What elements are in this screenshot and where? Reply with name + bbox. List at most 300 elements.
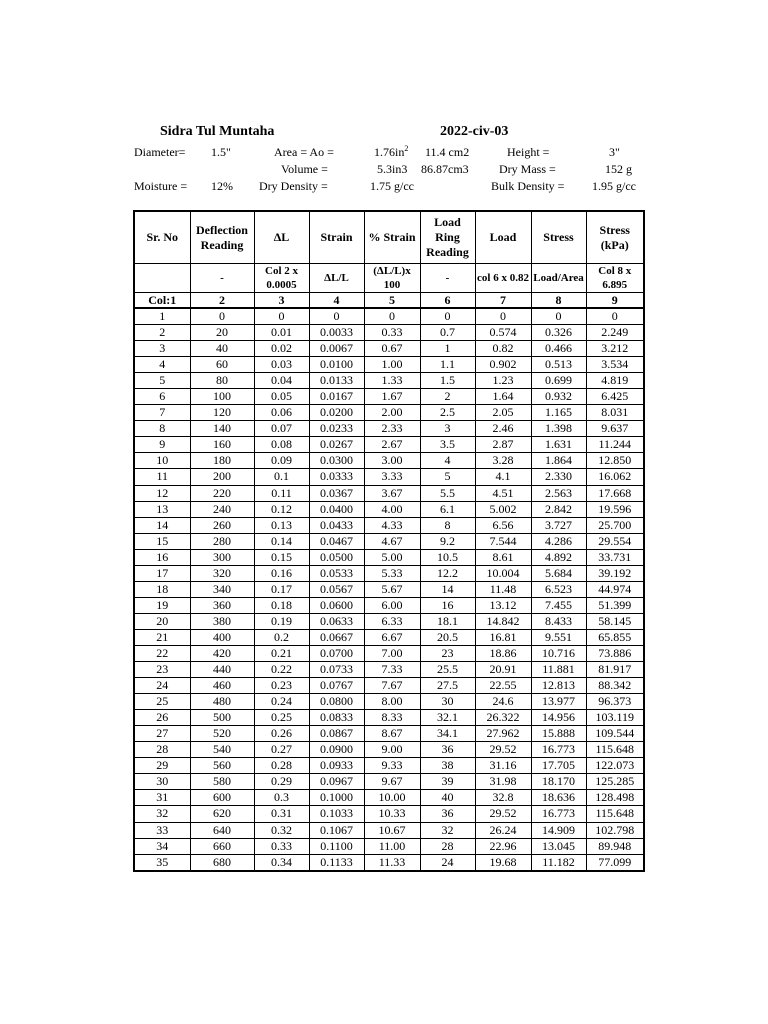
table-cell: 6.00 xyxy=(364,597,420,613)
table-cell: 40 xyxy=(420,790,475,806)
table-cell: 0.0567 xyxy=(309,581,364,597)
table-cell: 8.433 xyxy=(531,613,586,629)
table-cell: 28 xyxy=(134,742,190,758)
table-cell: 125.285 xyxy=(586,774,644,790)
bulk-density-value: 1.95 g/cc xyxy=(592,179,636,193)
table-cell: 32.1 xyxy=(420,710,475,726)
table-cell: 10.004 xyxy=(475,565,531,581)
diameter-label: Diameter= xyxy=(134,145,186,159)
table-cell: 2.842 xyxy=(531,501,586,517)
table-cell: 0.24 xyxy=(254,694,309,710)
table-cell: 89.948 xyxy=(586,838,644,854)
table-cell: 1.165 xyxy=(531,405,586,421)
table-cell: 5 xyxy=(420,469,475,485)
table-cell: 0.0700 xyxy=(309,645,364,661)
table-cell: 14.956 xyxy=(531,710,586,726)
table-cell: 2 xyxy=(134,325,190,341)
column-header: Load Ring Reading xyxy=(420,211,475,264)
table-cell: 0.82 xyxy=(475,341,531,357)
table-cell: 11.48 xyxy=(475,581,531,597)
table-cell: 9.637 xyxy=(586,421,644,437)
column-number: 9 xyxy=(586,293,644,309)
table-cell: 24 xyxy=(134,678,190,694)
table-cell: 9.67 xyxy=(364,774,420,790)
table-row xyxy=(134,629,644,645)
table-cell: 31.98 xyxy=(475,774,531,790)
table-cell: 28 xyxy=(420,838,475,854)
table-cell: 8.67 xyxy=(364,726,420,742)
height-label: Height = xyxy=(507,145,550,159)
table-cell: 17 xyxy=(134,565,190,581)
table-cell: 38 xyxy=(420,758,475,774)
table-cell: 11.244 xyxy=(586,437,644,453)
column-number: 5 xyxy=(364,293,420,309)
table-cell: 4.819 xyxy=(586,373,644,389)
table-cell: 1.00 xyxy=(364,357,420,373)
table-cell: 380 xyxy=(190,613,254,629)
table-cell: 10.00 xyxy=(364,790,420,806)
column-number: 6 xyxy=(420,293,475,309)
table-cell: 6.523 xyxy=(531,581,586,597)
table-cell: 26 xyxy=(134,710,190,726)
table-cell: 77.099 xyxy=(586,854,644,871)
table-row xyxy=(134,469,644,485)
table-cell: 6.33 xyxy=(364,613,420,629)
table-cell: 4.00 xyxy=(364,501,420,517)
table-cell: 600 xyxy=(190,790,254,806)
table-cell: 480 xyxy=(190,694,254,710)
table-cell: 2.00 xyxy=(364,405,420,421)
table-cell: 16 xyxy=(420,597,475,613)
table-cell: 10.5 xyxy=(420,549,475,565)
table-cell: 30 xyxy=(134,774,190,790)
table-cell: 0.33 xyxy=(254,838,309,854)
table-cell: 10.67 xyxy=(364,822,420,838)
table-cell: 0.0067 xyxy=(309,341,364,357)
dry-density-label: Dry Density = xyxy=(259,179,328,193)
table-cell: 0.2 xyxy=(254,629,309,645)
table-cell: 0 xyxy=(309,308,364,325)
table-cell: 34 xyxy=(134,838,190,854)
table-cell: 19.68 xyxy=(475,854,531,871)
table-row xyxy=(134,389,644,405)
table-cell: 19 xyxy=(134,597,190,613)
registration-number: 2022-civ-03 xyxy=(440,124,509,139)
table-cell: 5.33 xyxy=(364,565,420,581)
triaxial-test-table xyxy=(133,210,645,872)
table-cell: 7.67 xyxy=(364,678,420,694)
table-cell: 80 xyxy=(190,373,254,389)
formula-cell: Col 8 x 6.895 xyxy=(586,264,644,293)
table-cell: 31.16 xyxy=(475,758,531,774)
table-cell: 440 xyxy=(190,662,254,678)
table-cell: 0.0867 xyxy=(309,726,364,742)
table-cell: 22.55 xyxy=(475,678,531,694)
column-number: 8 xyxy=(531,293,586,309)
table-row xyxy=(134,453,644,469)
table-row xyxy=(134,549,644,565)
table-cell: 51.399 xyxy=(586,597,644,613)
table-cell: 0.19 xyxy=(254,613,309,629)
table-cell: 58.145 xyxy=(586,613,644,629)
table-cell: 4.67 xyxy=(364,533,420,549)
table-body xyxy=(134,308,644,871)
table-cell: 11.33 xyxy=(364,854,420,871)
table-cell: 4.51 xyxy=(475,485,531,501)
table-cell: 0.1133 xyxy=(309,854,364,871)
table-cell: 0.03 xyxy=(254,357,309,373)
table-cell: 44.974 xyxy=(586,581,644,597)
table-cell: 7 xyxy=(134,405,190,421)
table-row xyxy=(134,405,644,421)
table-cell: 1.1 xyxy=(420,357,475,373)
table-cell: 22 xyxy=(134,645,190,661)
table-cell: 5.67 xyxy=(364,581,420,597)
table-cell: 30 xyxy=(420,694,475,710)
column-header: % Strain xyxy=(364,211,420,264)
table-cell: 12.813 xyxy=(531,678,586,694)
table-cell: 12.850 xyxy=(586,453,644,469)
table-row xyxy=(134,341,644,357)
table-cell: 12 xyxy=(134,485,190,501)
table-cell: 14.842 xyxy=(475,613,531,629)
table-cell: 6.67 xyxy=(364,629,420,645)
table-cell: 15 xyxy=(134,533,190,549)
table-cell: 0.12 xyxy=(254,501,309,517)
formula-cell: ΔL/L xyxy=(309,264,364,293)
table-cell: 1.64 xyxy=(475,389,531,405)
table-cell: 109.544 xyxy=(586,726,644,742)
table-cell: 460 xyxy=(190,678,254,694)
table-cell: 0.0967 xyxy=(309,774,364,790)
table-cell: 560 xyxy=(190,758,254,774)
table-row xyxy=(134,308,644,325)
table-cell: 16.81 xyxy=(475,629,531,645)
table-cell: 26.322 xyxy=(475,710,531,726)
table-cell: 0.0767 xyxy=(309,678,364,694)
table-cell: 18 xyxy=(134,581,190,597)
table-cell: 20 xyxy=(134,613,190,629)
table-row xyxy=(134,806,644,822)
table-cell: 23 xyxy=(134,662,190,678)
table-cell: 13.045 xyxy=(531,838,586,854)
table-cell: 13.12 xyxy=(475,597,531,613)
table-cell: 0.05 xyxy=(254,389,309,405)
table-cell: 4.892 xyxy=(531,549,586,565)
table-cell: 0.04 xyxy=(254,373,309,389)
table-cell: 14 xyxy=(134,517,190,533)
table-cell: 5.002 xyxy=(475,501,531,517)
table-cell: 0.21 xyxy=(254,645,309,661)
table-cell: 2.563 xyxy=(531,485,586,501)
table-cell: 18.636 xyxy=(531,790,586,806)
table-cell: 3.5 xyxy=(420,437,475,453)
table-cell: 500 xyxy=(190,710,254,726)
column-number: 2 xyxy=(190,293,254,309)
table-cell: 19.596 xyxy=(586,501,644,517)
table-cell: 1.67 xyxy=(364,389,420,405)
table-cell: 20 xyxy=(190,325,254,341)
table-cell: 0.0233 xyxy=(309,421,364,437)
table-cell: 0.3 xyxy=(254,790,309,806)
table-cell: 0 xyxy=(420,308,475,325)
table-cell: 17.668 xyxy=(586,485,644,501)
table-cell: 14 xyxy=(420,581,475,597)
table-cell: 0.27 xyxy=(254,742,309,758)
table-cell: 0.1033 xyxy=(309,806,364,822)
table-cell: 0.902 xyxy=(475,357,531,373)
table-cell: 0.29 xyxy=(254,774,309,790)
table-cell: 3.67 xyxy=(364,485,420,501)
table-cell: 300 xyxy=(190,549,254,565)
table-cell: 8.33 xyxy=(364,710,420,726)
table-cell: 0.01 xyxy=(254,325,309,341)
table-cell: 0.513 xyxy=(531,357,586,373)
table-cell: 1.5 xyxy=(420,373,475,389)
table-cell: 0 xyxy=(531,308,586,325)
table-row xyxy=(134,421,644,437)
table-cell: 0 xyxy=(254,308,309,325)
table-cell: 128.498 xyxy=(586,790,644,806)
table-cell: 0.7 xyxy=(420,325,475,341)
table-cell: 0.15 xyxy=(254,549,309,565)
table-cell: 8.031 xyxy=(586,405,644,421)
table-cell: 0.574 xyxy=(475,325,531,341)
table-cell: 39 xyxy=(420,774,475,790)
table-cell: 3 xyxy=(134,341,190,357)
table-cell: 9.551 xyxy=(531,629,586,645)
table-cell: 25.5 xyxy=(420,662,475,678)
table-cell: 27 xyxy=(134,726,190,742)
volume-value-cm: 86.87cm3 xyxy=(421,162,469,176)
table-cell: 0.0633 xyxy=(309,613,364,629)
table-cell: 260 xyxy=(190,517,254,533)
table-cell: 580 xyxy=(190,774,254,790)
table-cell: 20.5 xyxy=(420,629,475,645)
table-cell: 200 xyxy=(190,469,254,485)
column-number-row xyxy=(134,293,644,309)
table-cell: 16.773 xyxy=(531,806,586,822)
table-cell: 0.23 xyxy=(254,678,309,694)
table-row xyxy=(134,758,644,774)
table-cell: 5 xyxy=(134,373,190,389)
moisture-value: 12% xyxy=(211,179,233,193)
table-cell: 88.342 xyxy=(586,678,644,694)
table-cell: 0.67 xyxy=(364,341,420,357)
table-cell: 3.33 xyxy=(364,469,420,485)
table-cell: 0.22 xyxy=(254,662,309,678)
table-row xyxy=(134,517,644,533)
table-cell: 17.705 xyxy=(531,758,586,774)
table-cell: 240 xyxy=(190,501,254,517)
table-row xyxy=(134,662,644,678)
column-header: Sr. No xyxy=(134,211,190,264)
table-cell: 2.33 xyxy=(364,421,420,437)
table-cell: 0.0300 xyxy=(309,453,364,469)
table-cell: 0.0467 xyxy=(309,533,364,549)
table-cell: 3.28 xyxy=(475,453,531,469)
formula-cell xyxy=(134,264,190,293)
table-row xyxy=(134,742,644,758)
table-cell: 120 xyxy=(190,405,254,421)
table-cell: 0 xyxy=(586,308,644,325)
dry-density-value: 1.75 g/cc xyxy=(370,179,414,193)
table-cell: 81.917 xyxy=(586,662,644,678)
column-header: Strain xyxy=(309,211,364,264)
table-cell: 0.0933 xyxy=(309,758,364,774)
table-row xyxy=(134,710,644,726)
table-row xyxy=(134,854,644,871)
table-cell: 4.1 xyxy=(475,469,531,485)
table-row xyxy=(134,357,644,373)
table-cell: 33 xyxy=(134,822,190,838)
column-header: Stress xyxy=(531,211,586,264)
table-cell: 0.0833 xyxy=(309,710,364,726)
table-cell: 0.0333 xyxy=(309,469,364,485)
table-row xyxy=(134,373,644,389)
table-cell: 2 xyxy=(420,389,475,405)
table-cell: 0.1000 xyxy=(309,790,364,806)
table-cell: 122.073 xyxy=(586,758,644,774)
table-cell: 2.330 xyxy=(531,469,586,485)
table-cell: 280 xyxy=(190,533,254,549)
table-cell: 8 xyxy=(420,517,475,533)
table-row xyxy=(134,597,644,613)
table-cell: 13 xyxy=(134,501,190,517)
table-cell: 0.932 xyxy=(531,389,586,405)
table-cell: 16.773 xyxy=(531,742,586,758)
table-cell: 0.0800 xyxy=(309,694,364,710)
table-cell: 8 xyxy=(134,421,190,437)
table-cell: 31 xyxy=(134,790,190,806)
table-cell: 340 xyxy=(190,581,254,597)
area-value-in: $1.76in^2$ xyxy=(374,144,409,159)
table-cell: 13.977 xyxy=(531,694,586,710)
table-cell: 9.2 xyxy=(420,533,475,549)
table-cell: 5.684 xyxy=(531,565,586,581)
table-cell: 7.455 xyxy=(531,597,586,613)
table-cell: 1 xyxy=(134,308,190,325)
column-number: Col:1 xyxy=(134,293,190,309)
table-cell: 360 xyxy=(190,597,254,613)
table-cell: 29.52 xyxy=(475,806,531,822)
table-cell: 11.182 xyxy=(531,854,586,871)
table-cell: 11.00 xyxy=(364,838,420,854)
table-row xyxy=(134,613,644,629)
table-cell: 10.33 xyxy=(364,806,420,822)
table-cell: 0.28 xyxy=(254,758,309,774)
table-cell: 23 xyxy=(420,645,475,661)
table-row xyxy=(134,501,644,517)
formula-cell: col 6 x 0.82 xyxy=(475,264,531,293)
table-cell: 33.731 xyxy=(586,549,644,565)
table-cell: 0.06 xyxy=(254,405,309,421)
table-cell: 18.86 xyxy=(475,645,531,661)
table-cell: 39.192 xyxy=(586,565,644,581)
table-cell: 0.1 xyxy=(254,469,309,485)
table-cell: 0.0367 xyxy=(309,485,364,501)
table-cell: 6 xyxy=(134,389,190,405)
table-cell: 1.398 xyxy=(531,421,586,437)
table-cell: 96.373 xyxy=(586,694,644,710)
header-row xyxy=(134,211,644,264)
table-cell: 3.534 xyxy=(586,357,644,373)
table-cell: 0.0500 xyxy=(309,549,364,565)
table-cell: 4.286 xyxy=(531,533,586,549)
table-cell: 0.0167 xyxy=(309,389,364,405)
table-cell: 0.18 xyxy=(254,597,309,613)
table-cell: 9.00 xyxy=(364,742,420,758)
table-cell: 680 xyxy=(190,854,254,871)
table-cell: 0.466 xyxy=(531,341,586,357)
table-cell: 0.33 xyxy=(364,325,420,341)
table-row xyxy=(134,565,644,581)
table-cell: 10.716 xyxy=(531,645,586,661)
table-cell: 12.2 xyxy=(420,565,475,581)
student-name: Sidra Tul Muntaha xyxy=(160,124,275,139)
table-cell: 420 xyxy=(190,645,254,661)
diameter-value: 1.5" xyxy=(211,145,231,159)
formula-cell: - xyxy=(190,264,254,293)
table-cell: 0.699 xyxy=(531,373,586,389)
table-cell: 32.8 xyxy=(475,790,531,806)
table-row xyxy=(134,678,644,694)
formula-cell: (ΔL/L)x 100 xyxy=(364,264,420,293)
table-cell: 0.02 xyxy=(254,341,309,357)
table-cell: 34.1 xyxy=(420,726,475,742)
table-cell: 65.855 xyxy=(586,629,644,645)
table-cell: 7.33 xyxy=(364,662,420,678)
table-cell: 620 xyxy=(190,806,254,822)
table-cell: 400 xyxy=(190,629,254,645)
table-cell: 29.554 xyxy=(586,533,644,549)
table-cell: 4 xyxy=(420,453,475,469)
table-cell: 140 xyxy=(190,421,254,437)
table-cell: 0.0433 xyxy=(309,517,364,533)
table-cell: 27.962 xyxy=(475,726,531,742)
table-cell: 0 xyxy=(190,308,254,325)
table-cell: 4.33 xyxy=(364,517,420,533)
table-cell: 21 xyxy=(134,629,190,645)
table-cell: 1.33 xyxy=(364,373,420,389)
table-cell: 0.0033 xyxy=(309,325,364,341)
table-row xyxy=(134,774,644,790)
table-cell: 1.23 xyxy=(475,373,531,389)
column-number: 3 xyxy=(254,293,309,309)
table-cell: 2.67 xyxy=(364,437,420,453)
dry-mass-label: Dry Mass = xyxy=(499,162,556,176)
table-cell: 0.08 xyxy=(254,437,309,453)
table-cell: 60 xyxy=(190,357,254,373)
area-label: Area = Ao = xyxy=(274,145,334,159)
table-row xyxy=(134,437,644,453)
table-cell: 0.0100 xyxy=(309,357,364,373)
table-cell: 100 xyxy=(190,389,254,405)
table-cell: 4 xyxy=(134,357,190,373)
table-cell: 103.119 xyxy=(586,710,644,726)
table-cell: 3.212 xyxy=(586,341,644,357)
table-cell: 0.0267 xyxy=(309,437,364,453)
column-number: 7 xyxy=(475,293,531,309)
table-cell: 102.798 xyxy=(586,822,644,838)
table-cell: 115.648 xyxy=(586,806,644,822)
table-cell: 0 xyxy=(475,308,531,325)
table-cell: 0.0667 xyxy=(309,629,364,645)
volume-label: Volume = xyxy=(281,162,328,176)
table-cell: 220 xyxy=(190,485,254,501)
table-row xyxy=(134,838,644,854)
table-row xyxy=(134,790,644,806)
